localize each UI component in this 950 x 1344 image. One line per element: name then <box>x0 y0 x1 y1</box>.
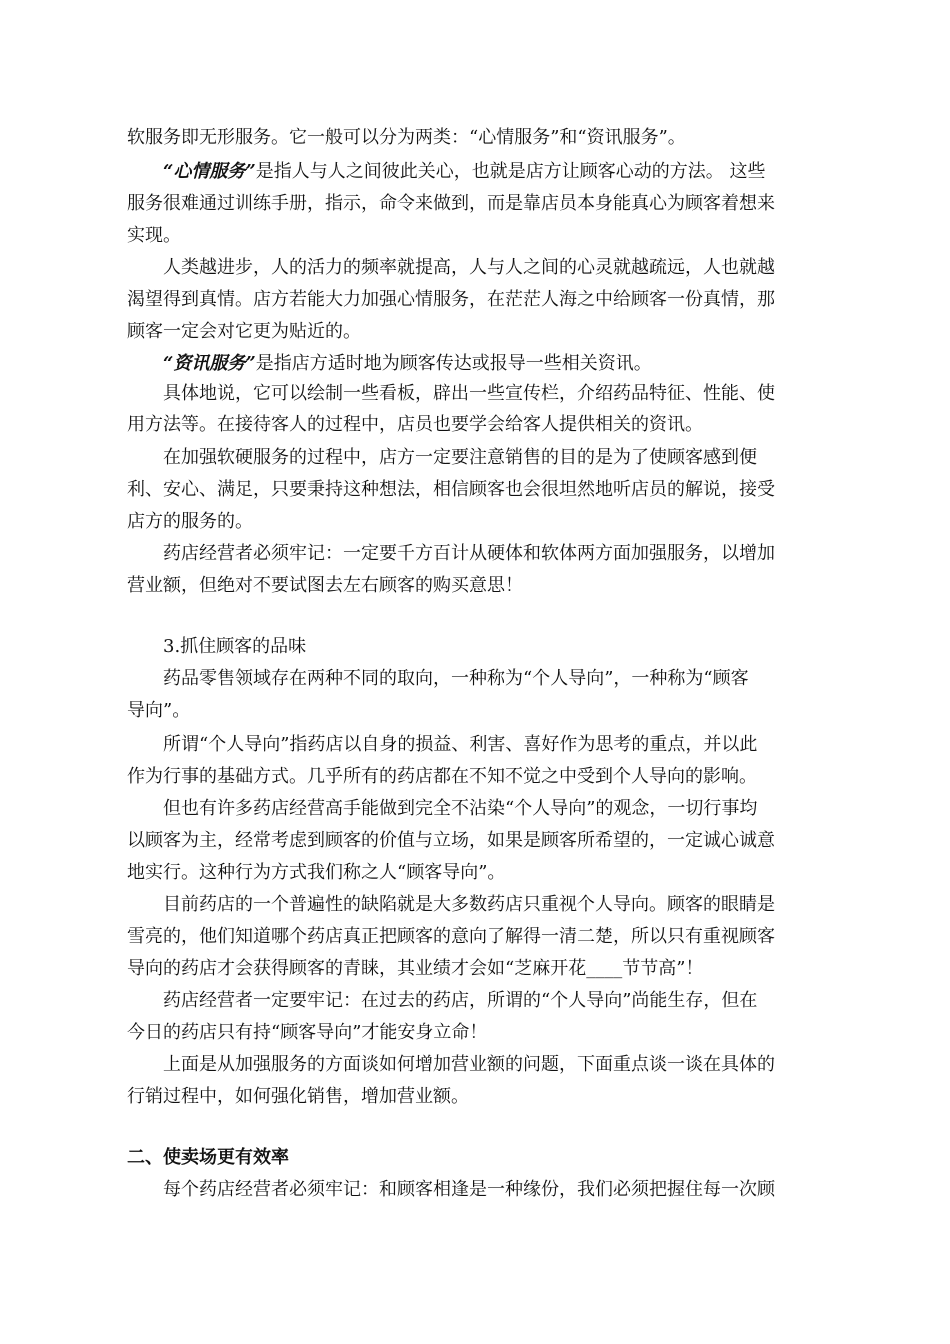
paragraph-line <box>127 569 847 603</box>
line-text: 顾客一定会对它更为贴近的。 <box>127 321 361 342</box>
line-text: 渴望得到真情。店方若能大力加强心情服务，在茫茫人海之中给顾客一份真情，那 <box>127 289 775 310</box>
line-text: 以顾客为主，经常考虑到顾客的价值与立场，如果是顾客所希望的，一定诚心诚意 <box>127 830 775 851</box>
paragraph-line <box>163 662 847 696</box>
line-text: 导向的药店才会获得顾客的青睐，其业绩才会如“芝麻开花____节节高”！ <box>127 958 704 979</box>
line-text: 店方的服务的。 <box>127 511 253 532</box>
paragraph-line <box>127 283 847 317</box>
line-text: 服务很难通过训练手册，指示，命令来做到，而是靠店员本身能真心为顾客着想来 <box>127 193 775 214</box>
paragraph-line <box>127 473 847 507</box>
line-text: 软服务即无形服务。它一般可以分为两类：“心情服务”和“资讯服务”。 <box>127 127 686 148</box>
line-text: 营业额，但绝对不要试图去左右顾客的购买意思！ <box>127 575 523 596</box>
subsection-heading <box>163 630 847 664</box>
line-text: 行销过程中，如何强化销售，增加营业额。 <box>127 1086 469 1107</box>
paragraph-line <box>163 984 847 1018</box>
paragraph-line <box>163 251 847 285</box>
paragraph-line <box>127 408 847 442</box>
paragraph-line <box>127 760 847 794</box>
paragraph-line <box>163 377 847 411</box>
paragraph-line <box>127 1016 847 1050</box>
line-text: 作为行事的基础方式。几乎所有的药店都在不知不觉之中受到个人导向的影响。 <box>127 766 757 787</box>
line-text: 目前药店的一个普遍性的缺陷就是大多数药店只重视个人导向。顾客的眼睛是 <box>163 894 775 915</box>
paragraph-line <box>163 1048 847 1082</box>
paragraph-line <box>163 888 847 922</box>
line-text: 是指店方适时地为顾客传达或报导一些相关资讯。 <box>255 353 652 374</box>
line-text: 雪亮的，他们知道哪个药店真正把顾客的意向了解得一清二楚，所以只有重视顾客 <box>127 926 775 947</box>
paragraph-line <box>163 155 847 189</box>
line-text: 具体地说，它可以绘制一些看板，辟出一些宣传栏，介绍药品特征、性能、使 <box>163 383 775 404</box>
paragraph-line <box>127 1080 847 1114</box>
paragraph-line <box>163 1173 847 1207</box>
line-text: 在加强软硬服务的过程中，店方一定要注意销售的目的是为了使顾客感到便 <box>163 447 757 468</box>
line-text: 今日的药店只有持“顾客导向”才能安身立命！ <box>127 1022 488 1043</box>
paragraph-line <box>163 537 847 571</box>
paragraph-line <box>127 952 847 986</box>
line-text: 药品零售领域存在两种不同的取向，一种称为“个人导向”，一种称为“顾客 <box>163 668 749 689</box>
line-text: 药店经营者一定要牢记：在过去的药店，所谓的“个人导向”尚能生存，但在 <box>163 990 758 1011</box>
line-text: 用方法等。在接待客人的过程中，店员也要学会给客人提供相关的资讯。 <box>127 414 703 435</box>
line-text: 3.抓住顾客的品味 <box>163 636 307 657</box>
line-text: 药店经营者必须牢记：一定要千方百计从硬体和软体两方面加强服务，以增加 <box>163 543 775 564</box>
term-info-service: “资讯服务” <box>163 353 256 374</box>
line-text: 每个药店经营者必须牢记：和顾客相逢是一种缘份，我们必须把握住每一次顾 <box>163 1179 775 1200</box>
paragraph-line <box>127 694 847 728</box>
paragraph-line <box>127 315 847 349</box>
line-text: 地实行。这种行为方式我们称之人“顾客导向”。 <box>127 862 506 883</box>
line-text: 但也有许多药店经营高手能做到完全不沾染“个人导向”的观念，一切行事均 <box>163 798 758 819</box>
line-text: 上面是从加强服务的方面谈如何增加营业额的问题，下面重点谈一谈在具体的 <box>163 1054 775 1075</box>
line-text: 实现。 <box>127 225 181 246</box>
paragraph-line <box>163 792 847 826</box>
line-text: 利、安心、满足，只要秉持这种想法，相信顾客也会很坦然地听店员的解说，接受 <box>127 479 775 500</box>
term-heart-service: “心情服务” <box>163 161 256 182</box>
paragraph-line <box>163 347 847 381</box>
line-text: 所谓“个人导向”指药店以自身的损益、利害、喜好作为思考的重点，并以此 <box>163 734 758 755</box>
paragraph-line <box>127 856 847 890</box>
paragraph-line <box>163 728 847 762</box>
line-text: 人类越进步，人的活力的频率就提高，人与人之间的心灵就越疏远，人也就越 <box>163 257 775 278</box>
line-text: 导向”。 <box>127 700 191 721</box>
paragraph-line <box>127 121 847 155</box>
paragraph-line <box>127 505 847 539</box>
line-text: 二、使卖场更有效率 <box>127 1147 289 1168</box>
paragraph-line <box>127 824 847 858</box>
section-heading <box>127 1141 847 1175</box>
paragraph-line <box>127 219 847 253</box>
paragraph-line <box>127 187 847 221</box>
line-text: 是指人与人之间彼此关心，也就是店方让顾客心动的方法。 这些 <box>255 161 766 182</box>
paragraph-line <box>127 920 847 954</box>
paragraph-line <box>163 441 847 475</box>
